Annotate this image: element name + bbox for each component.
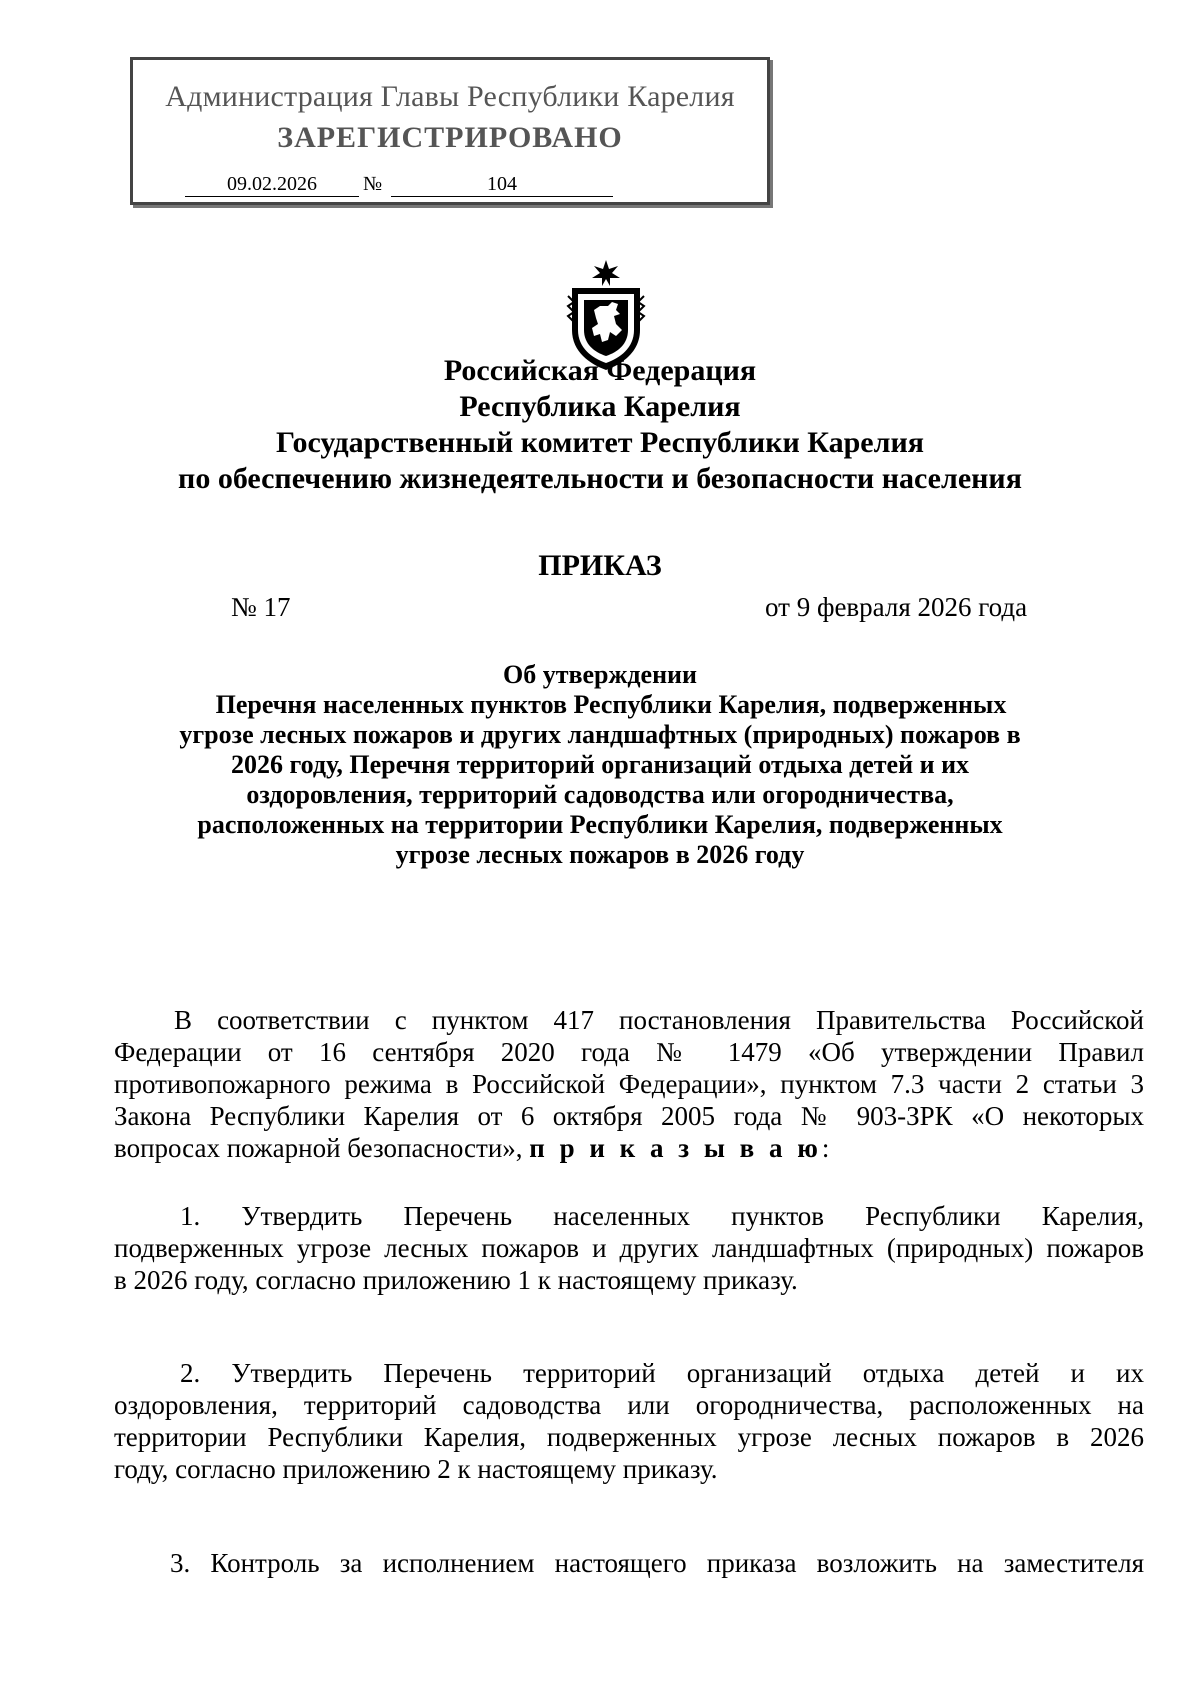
order-item-1 bbox=[114, 1200, 1144, 1296]
order-item-3 bbox=[114, 1547, 1144, 1579]
item-line: году, согласно приложению 2 к настоящему приказу. bbox=[114, 1454, 718, 1484]
header-committee: Государственный комитет Республики Карелия bbox=[276, 426, 924, 459]
stamp-status: ЗАРЕГИСТРИРОВАНО bbox=[277, 121, 623, 154]
item-line: подверженных угрозе лесных пожаров и других ландшафтных (природных) пожаров bbox=[114, 1233, 1144, 1263]
preamble-paragraph bbox=[114, 1004, 1144, 1164]
preamble-last-line bbox=[114, 1132, 1144, 1164]
header-republic: Республика Карелия bbox=[459, 390, 741, 423]
preamble-line: Закона Республики Карелия от 6 октября 2005 года № 903-ЗРК «О некоторых bbox=[114, 1101, 1144, 1131]
order-command-suffix: : bbox=[821, 1133, 830, 1163]
stamp-date: 09.02.2026 bbox=[185, 172, 359, 197]
item-line: оздоровления, территорий садоводства или огородничества, расположенных на bbox=[114, 1390, 1144, 1420]
subject-line: оздоровления, территорий садоводства или огородничества, bbox=[246, 780, 954, 809]
preamble-line: В соответствии с пунктом 417 постановления Правительства Российской bbox=[174, 1005, 1144, 1035]
header-country: Российская Федерация bbox=[443, 354, 757, 387]
preamble-line: противопожарного режима в Российской Федерации», пунктом 7.3 части 2 статьи 3 bbox=[114, 1069, 1144, 1099]
order-date: от 9 февраля 2026 года bbox=[765, 592, 1028, 622]
item-line: 1. Утвердить Перечень населенных пунктов Республики Карелия, bbox=[180, 1201, 1144, 1231]
order-number: № 17 bbox=[231, 592, 291, 622]
item-line: 3. Контроль за исполнением настоящего приказа возложить на заместителя bbox=[170, 1548, 1144, 1578]
preamble-line: Федерации от 16 сентября 2020 года № 1479 «Об утверждении Правил bbox=[114, 1037, 1144, 1067]
subject-line: угрозе лесных пожаров и других ландшафтных (природных) пожаров в bbox=[179, 720, 1021, 749]
subject-line: Об утверждении bbox=[502, 660, 698, 689]
order-command: п р и к а з ы в а ю bbox=[529, 1133, 822, 1163]
subject-line: 2026 году, Перечня территорий организаций отдыха детей и их bbox=[230, 750, 970, 779]
item-line: в 2026 году, согласно приложению 1 к настоящему приказу. bbox=[114, 1265, 798, 1295]
registration-stamp bbox=[130, 57, 770, 205]
subject-line: расположенных на территории Республики Карелия, подверженных bbox=[197, 810, 1003, 839]
stamp-number: 104 bbox=[391, 172, 613, 197]
header-committee-scope: по обеспечению жизнедеятельности и безопасности населения bbox=[178, 462, 1022, 495]
item-line: территории Республики Карелия, подверженных угрозе лесных пожаров в 2026 bbox=[114, 1422, 1144, 1452]
stamp-number-label: № bbox=[363, 173, 383, 195]
stamp-registration-line bbox=[133, 172, 767, 200]
item-line: 2. Утвердить Перечень территорий организаций отдыха детей и их bbox=[180, 1358, 1144, 1388]
order-title: ПРИКАЗ bbox=[538, 549, 662, 582]
preamble-line-text: вопросах пожарной безопасности», bbox=[114, 1133, 530, 1163]
stamp-organization: Администрация Главы Республики Карелия bbox=[165, 80, 735, 113]
subject-line: угрозе лесных пожаров в 2026 году bbox=[395, 840, 805, 869]
subject-line: Перечня населенных пунктов Республики Карелия, подверженных bbox=[215, 690, 1007, 719]
order-item-2 bbox=[114, 1357, 1144, 1485]
